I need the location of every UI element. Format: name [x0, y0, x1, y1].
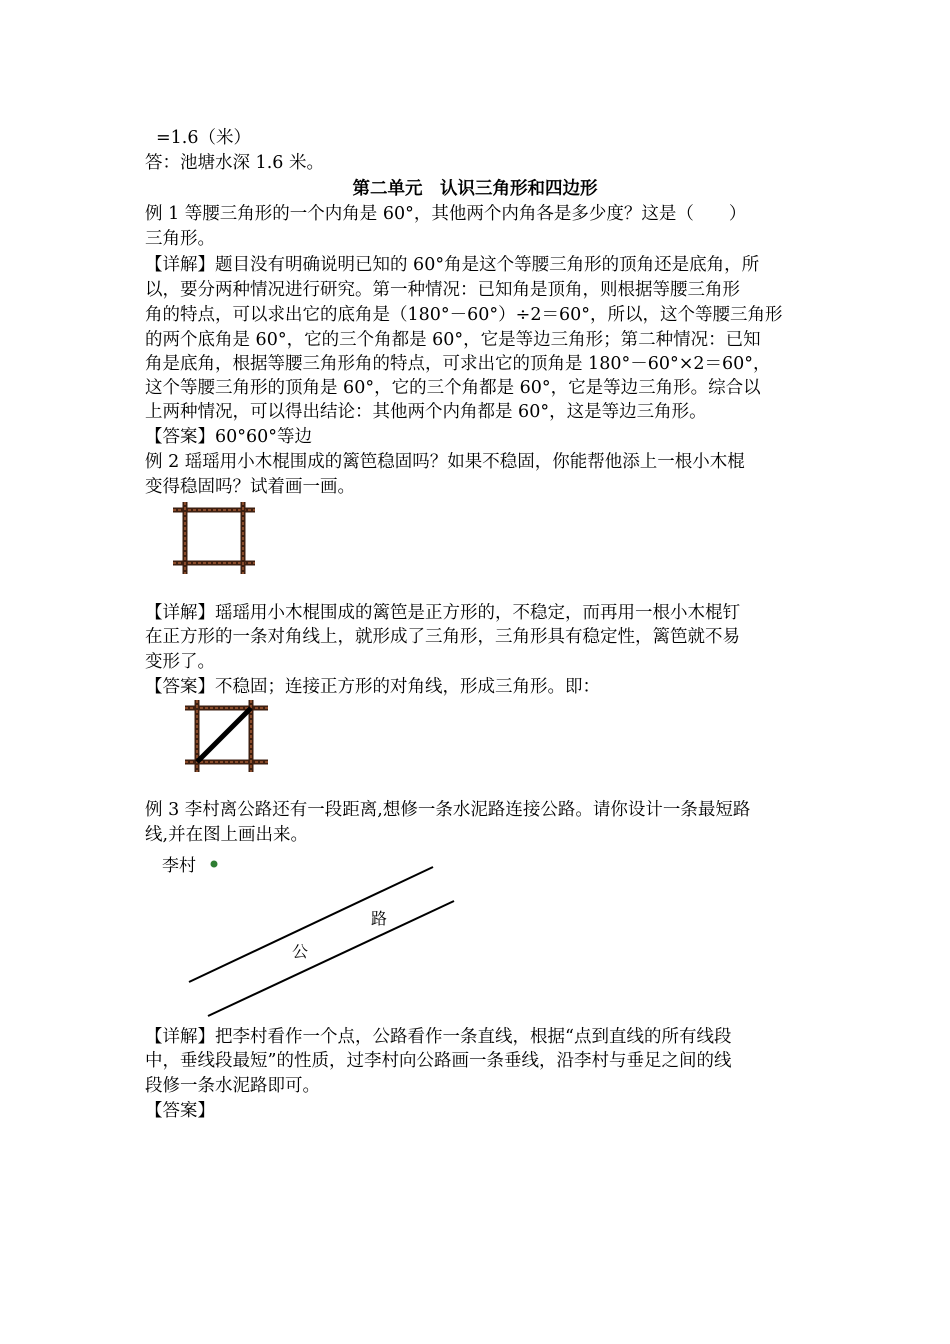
example1-answer: 【答案】60°60°等边	[145, 427, 313, 447]
example1-explain-line: 角是底角，根据等腰三角形角的特点，可求出它的顶角是 180°－60°×2＝60°，	[145, 354, 771, 374]
example1-explain-line: 上两种情况，可以得出结论：其他两个内角都是 60°，这是等边三角形。	[145, 402, 707, 422]
example1-explain-line: 角的特点，可以求出它的底角是（180°－60°）÷2＝60°，所以，这个等腰三角形	[145, 305, 783, 325]
fence-sticks	[173, 502, 255, 574]
village-label: 李村	[162, 856, 196, 876]
example1-explain-line: 这个等腰三角形的顶角是 60°，它的三个角都是 60°，它是等边三角形。综合以	[145, 378, 761, 398]
answer-line: 答：池塘水深 1.6 米。	[145, 153, 324, 173]
diagonal-stick	[197, 708, 251, 762]
road-edge-upper	[189, 867, 433, 982]
calc-line: =1.6（米）	[156, 128, 251, 148]
fence-with-diagonal-figure	[180, 697, 275, 777]
example1-question-line: 三角形。	[145, 229, 215, 249]
road-char-gong: 公	[292, 942, 309, 961]
road-edge-lower	[208, 901, 454, 1016]
example1-explain-line: 的两个底角是 60°，它的三个角都是 60°，它是等边三角形；第二种情况：已知	[145, 330, 761, 350]
example3-explain-line: 段修一条水泥路即可。	[145, 1076, 320, 1096]
example3-explain-line: 中，垂线段最短”的性质，过李村向公路画一条垂线，沿李村与垂足之间的线	[145, 1051, 732, 1071]
fence-square-figure	[165, 500, 260, 580]
example1-question-line: 例 1 等腰三角形的一个内角是 60°，其他两个内角各是多少度？这是（ ）	[145, 204, 747, 224]
example1-explain-line: 以，要分两种情况进行研究。第一种情况：已知角是顶角，则根据等腰三角形	[145, 280, 740, 300]
example3-explain-line: 【详解】把李村看作一个点，公路看作一条直线，根据“点到直线的所有线段	[145, 1027, 732, 1047]
example3-answer: 【答案】	[145, 1101, 215, 1121]
example3-question-line: 线,并在图上画出来。	[145, 825, 309, 845]
road-char-lu: 路	[371, 909, 388, 928]
unit-title: 第二单元 认识三角形和四边形	[352, 179, 598, 199]
example2-question-line: 变得稳固吗？试着画一画。	[145, 477, 355, 497]
example2-explain-line: 【详解】瑶瑶用小木棍围成的篱笆是正方形的，不稳定，而再用一根小木棍钉	[145, 603, 740, 623]
example2-question-line: 例 2 瑶瑶用小木棍围成的篱笆稳固吗？如果不稳固，你能帮他添上一根小木棍	[145, 452, 745, 472]
road-diagram	[150, 845, 470, 1020]
example2-answer: 【答案】不稳固；连接正方形的对角线，形成三角形。即：	[145, 677, 600, 697]
example2-explain-line: 在正方形的一条对角线上，就形成了三角形，三角形具有稳定性，篱笆就不易	[145, 627, 740, 647]
village-dot	[211, 861, 218, 868]
example3-question-line: 例 3 李村离公路还有一段距离,想修一条水泥路连接公路。请你设计一条最短路	[145, 800, 751, 820]
village-map	[150, 845, 470, 1020]
example2-explain-line: 变形了。	[145, 652, 215, 672]
example1-explain-line: 【详解】题目没有明确说明已知的 60°角是这个等腰三角形的顶角还是底角，所	[145, 255, 760, 275]
